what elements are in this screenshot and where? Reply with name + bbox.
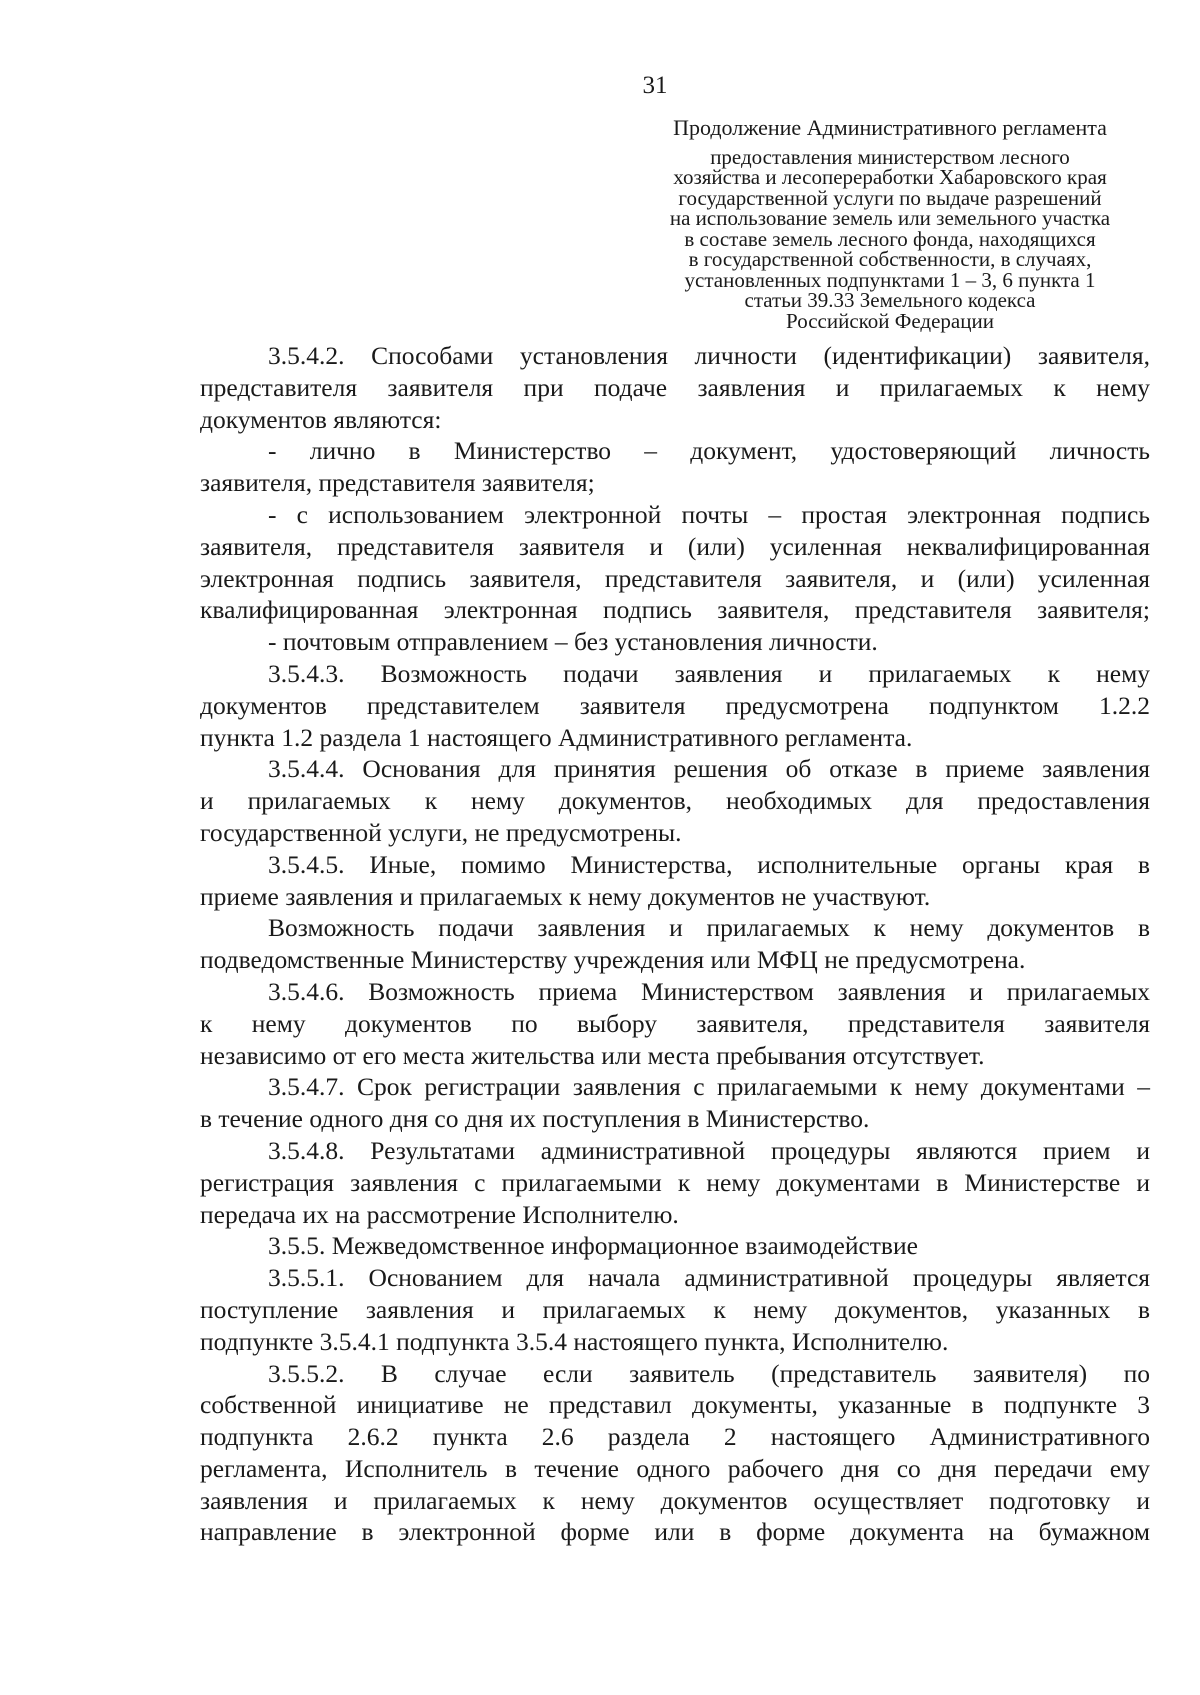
body-line: подведомственные Министерству учреждения или МФЦ не предусмотрена. bbox=[200, 945, 1026, 975]
body-line: электронная подпись заявителя, представителя заявителя, и (или) усиленная bbox=[200, 563, 1150, 593]
header-line: хозяйства и лесопереработки Хабаровского края bbox=[673, 165, 1107, 189]
body-line: направление в электронной форме или в форме документа на бумажном bbox=[200, 1517, 1150, 1547]
body-line: поступление заявления и прилагаемых к нему документов, указанных в bbox=[200, 1294, 1150, 1324]
body-line: 3.5.4.4. Основания для принятия решения об отказе в приеме заявления bbox=[268, 754, 1150, 784]
body-line: к нему документов по выбору заявителя, представителя заявителя bbox=[200, 1008, 1150, 1038]
body-line: приеме заявления и прилагаемых к нему документов не участвуют. bbox=[200, 881, 931, 911]
body-line: регистрация заявления с прилагаемыми к нему документами в Министерстве и bbox=[200, 1167, 1150, 1197]
body-line: 3.5.4.3. Возможность подачи заявления и прилагаемых к нему bbox=[268, 658, 1150, 688]
body-line: Возможность подачи заявления и прилагаемых к нему документов в bbox=[268, 913, 1150, 943]
body-line: документов являются: bbox=[200, 404, 442, 434]
body-line: подпункта 2.6.2 пункта 2.6 раздела 2 настоящего Административного bbox=[200, 1422, 1150, 1452]
header-line: установленных подпунктами 1 – 3, 6 пункта 1 bbox=[684, 267, 1096, 292]
body-line: 3.5.5.2. В случае если заявитель (представитель заявителя) по bbox=[268, 1358, 1150, 1388]
body-line: в течение одного дня со дня их поступления в Министерство. bbox=[200, 1104, 870, 1134]
body-line: государственной услуги, не предусмотрены. bbox=[200, 817, 682, 847]
header-line: Продолжение Административного регламента bbox=[673, 115, 1107, 140]
body-line: заявителя, представителя заявителя и (или) усиленная неквалифицированная bbox=[200, 531, 1150, 561]
body-line: 3.5.5.1. Основанием для начала административной процедуры является bbox=[268, 1263, 1150, 1293]
body-line: 3.5.5. Межведомственное информационное взаимодействие bbox=[268, 1231, 918, 1261]
body-line: квалифицированная электронная подпись заявителя, представителя заявителя; bbox=[200, 595, 1150, 625]
body-line: и прилагаемых к нему документов, необходимых для предоставления bbox=[200, 786, 1150, 816]
body-line: подпункте 3.5.4.1 подпункта 3.5.4 настоящего пункта, Исполнителю. bbox=[200, 1326, 949, 1356]
header-line: государственной услуги по выдаче разрешений bbox=[678, 185, 1102, 210]
page-number: 31 bbox=[642, 72, 668, 99]
body-line: передача их на рассмотрение Исполнителю. bbox=[200, 1199, 679, 1229]
body-line: заявления и прилагаемых к нему документов осуществляет подготовку и bbox=[200, 1485, 1150, 1515]
header-line: статьи 39.33 Земельного кодекса bbox=[744, 288, 1036, 312]
body-line: - лично в Министерство – документ, удостоверяющий личность bbox=[268, 436, 1150, 466]
body-line: собственной инициативе не представил документы, указанные в подпункте 3 bbox=[200, 1390, 1150, 1420]
body-line: 3.5.4.7. Срок регистрации заявления с прилагаемыми к нему документами – bbox=[268, 1072, 1150, 1102]
body-line: - почтовым отправлением – без установления личности. bbox=[268, 627, 878, 657]
body-line: 3.5.4.2. Способами установления личности (идентификации) заявителя, bbox=[268, 341, 1150, 370]
body-line: 3.5.4.5. Иные, помимо Министерства, исполнительные органы края в bbox=[268, 849, 1150, 879]
body-line: регламента, Исполнитель в течение одного рабочего дня со дня передачи ему bbox=[200, 1453, 1150, 1483]
body-line: заявителя, представителя заявителя; bbox=[200, 468, 595, 498]
header-line: Российской Федерации bbox=[786, 308, 994, 333]
body-line: - с использованием электронной почты – простая электронная подпись bbox=[268, 499, 1150, 529]
body-line: 3.5.4.6. Возможность приема Министерством заявления и прилагаемых bbox=[268, 976, 1150, 1006]
body-line: представителя заявителя при подаче заявления и прилагаемых к нему bbox=[200, 372, 1150, 402]
document-header bbox=[620, 115, 1160, 333]
body-line: документов представителем заявителя предусмотрена подпунктом 1.2.2 bbox=[200, 690, 1150, 720]
header-line: в государственной собственности, в случаях, bbox=[688, 247, 1092, 271]
header-line: предоставления министерством лесного bbox=[710, 144, 1070, 169]
header-line: на использование земель или земельного участка bbox=[669, 206, 1111, 230]
document-body bbox=[200, 340, 1150, 1548]
body-line: 3.5.4.8. Результатами административной процедуры являются прием и bbox=[268, 1135, 1150, 1165]
body-line: пункта 1.2 раздела 1 настоящего Административного регламента. bbox=[200, 722, 913, 752]
body-line: независимо от его места жительства или места пребывания отсутствует. bbox=[200, 1040, 985, 1070]
header-line: в составе земель лесного фонда, находящихся bbox=[684, 226, 1096, 251]
